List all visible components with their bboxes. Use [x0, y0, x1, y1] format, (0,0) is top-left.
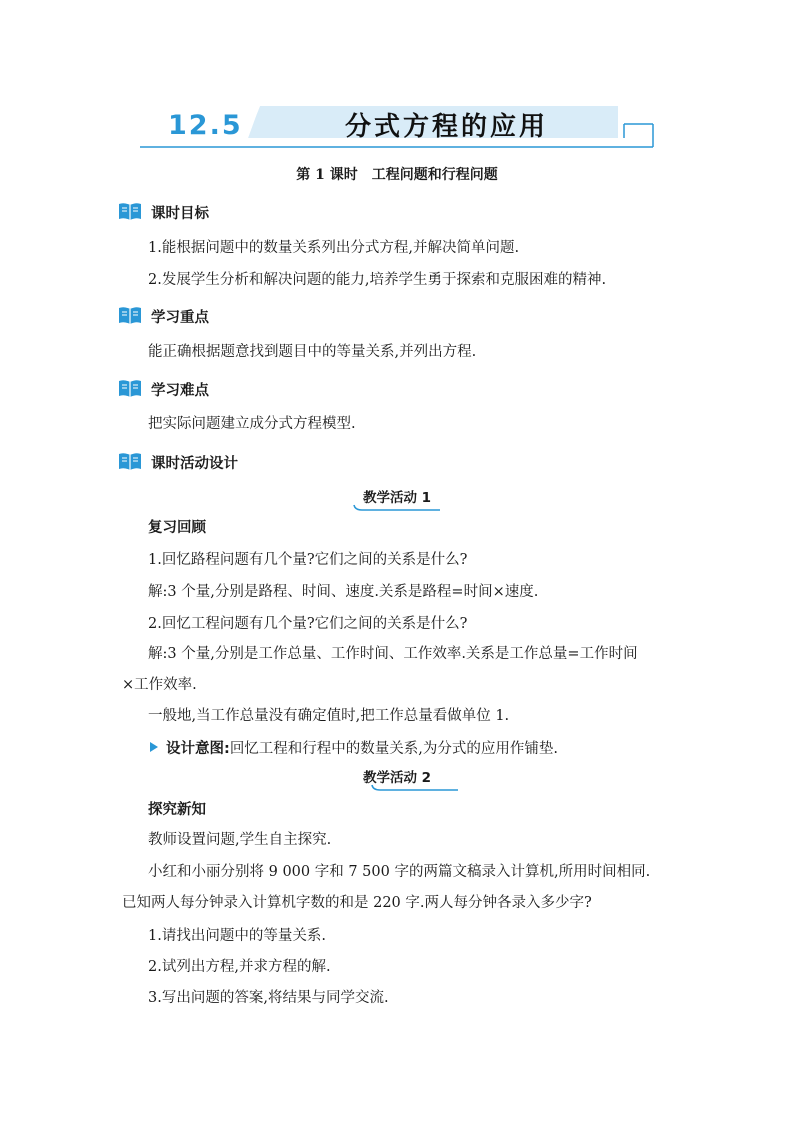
book-icon — [118, 451, 142, 471]
design-intent-text: 回忆工程和行程中的数量关系,为分式的应用作铺垫. — [229, 741, 559, 757]
activity-2-line: 2.试列出方程,并求方程的解. — [148, 959, 331, 975]
book-icon — [118, 305, 142, 325]
section-label: 课时活动设计 — [151, 456, 238, 472]
section-label: 学习难点 — [151, 383, 209, 399]
activity-1-line: 一般地,当工作总量没有确定值时,把工作总量看做单位 1. — [148, 708, 510, 724]
key-points-text: 能正确根据题意找到题目中的等量关系,并列出方程. — [148, 344, 477, 360]
activity-2-line: 3.写出问题的答案,将结果与同学交流. — [148, 990, 389, 1006]
activity-2-line: 1.请找出问题中的等量关系. — [148, 928, 326, 944]
activity-1-line: 解:3 个量,分别是工作总量、工作时间、工作效率.关系是工作总量=工作时间 — [148, 646, 638, 662]
design-intent-note — [150, 737, 558, 758]
design-intent-label: 设计意图: — [166, 741, 230, 757]
activity-label: 教学活动 1 — [362, 490, 432, 506]
book-icon — [118, 201, 142, 221]
activity-1-subheading: 复习回顾 — [148, 520, 206, 536]
activity-2-line: 教师设置问题,学生自主探究. — [148, 832, 332, 848]
activity-2-heading — [0, 766, 794, 790]
activity-2-line: 小红和小丽分别将 9 000 字和 7 500 字的两篇文稿录入计算机,所用时间相同. — [148, 864, 651, 880]
difficulties-text: 把实际问题建立成分式方程模型. — [148, 416, 356, 432]
triangle-bullet-icon — [150, 742, 158, 752]
lesson-title: 第 1 课时 工程问题和行程问题 — [296, 167, 498, 183]
section-label: 课时目标 — [151, 206, 209, 222]
activity-underline — [352, 504, 442, 512]
activity-label: 教学活动 2 — [362, 770, 432, 786]
activity-1-line: 2.回忆工程问题有几个量?它们之间的关系是什么? — [148, 616, 468, 632]
activity-1-line: 解:3 个量,分别是路程、时间、速度.关系是路程=时间×速度. — [148, 584, 539, 600]
book-icon — [118, 378, 142, 398]
chapter-title: 分式方程的应用 — [345, 112, 549, 142]
objective-item: 1.能根据问题中的数量关系列出分式方程,并解决简单问题. — [148, 240, 520, 256]
activity-2-line: 已知两人每分钟录入计算机字数的和是 220 字.两人每分钟各录入多少字? — [122, 895, 592, 911]
activity-1-heading — [0, 486, 794, 510]
objective-item: 2.发展学生分析和解决问题的能力,培养学生勇于探索和克服困难的精神. — [148, 272, 607, 288]
activity-1-line: 1.回忆路程问题有几个量?它们之间的关系是什么? — [148, 552, 468, 568]
chapter-header — [140, 104, 655, 152]
activity-1-line: ×工作效率. — [122, 677, 197, 693]
chapter-number: 12.5 — [168, 110, 243, 141]
section-label: 学习重点 — [151, 310, 209, 326]
activity-underline — [370, 784, 460, 792]
activity-2-subheading: 探究新知 — [148, 802, 206, 818]
